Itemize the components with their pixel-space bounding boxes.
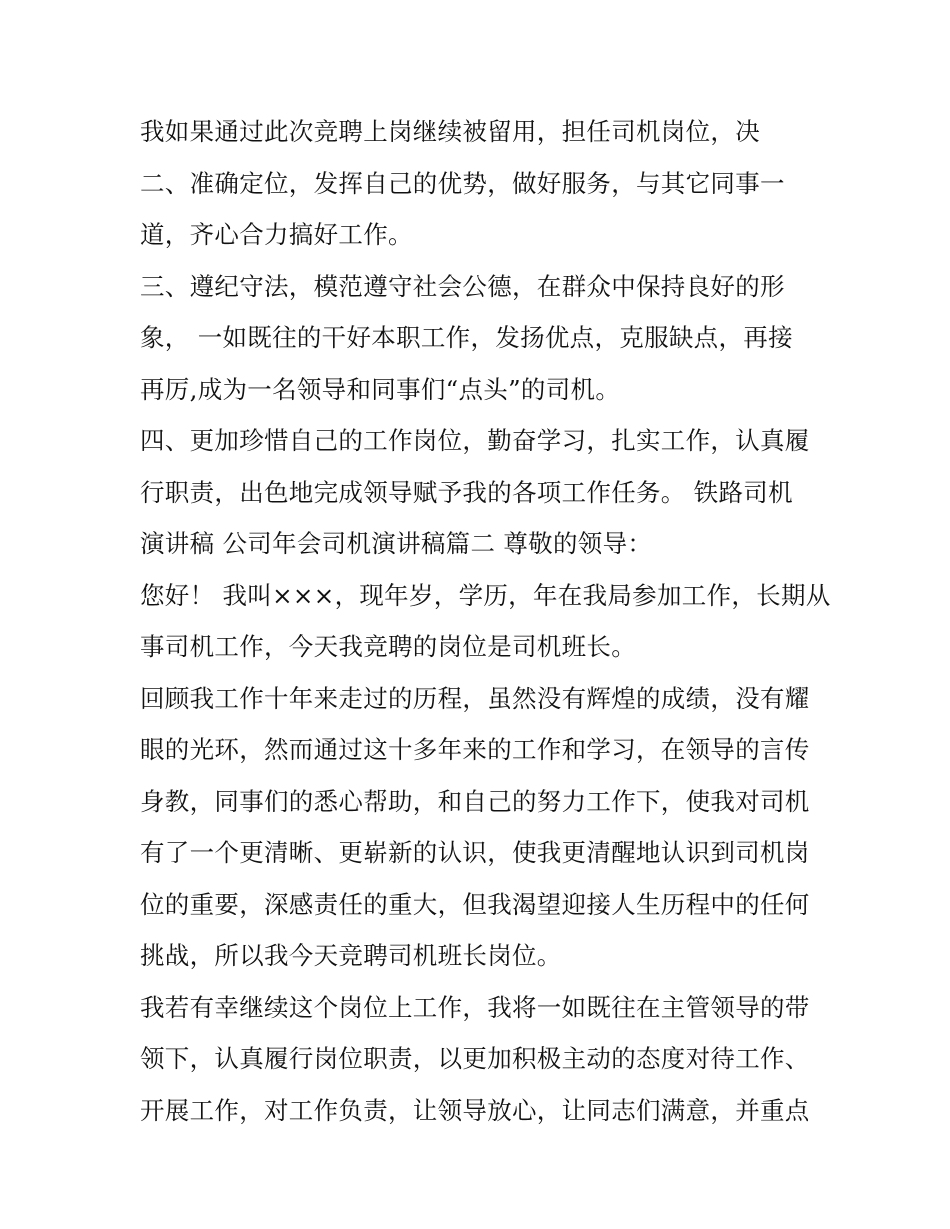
text-line: 我若有幸继续这个岗位上工作，我将一如既往在主管领导的带: [140, 992, 810, 1022]
text-line: 开展工作，对工作负责，让领导放心，让同志们满意，并重点: [140, 1095, 810, 1125]
text-line: 行职责，出色地完成领导赋予我的各项工作任务。 铁路司机: [140, 477, 793, 507]
text-line: 道，齐心合力搞好工作。: [140, 220, 413, 249]
text-line: 眼的光环，然而通过这十多年来的工作和学习，在领导的言传: [140, 735, 810, 764]
text-line: 位的重要，深感责任的重大，但我渴望迎接人生历程中的任何: [140, 889, 810, 919]
text-line: 再厉,成为一名领导和同事们“点头”的司机。: [140, 374, 621, 404]
text-line: 三、遵纪守法，模范遵守社会公德，在群众中保持良好的形: [140, 271, 785, 301]
text-line: 有了一个更清晰、更崭新的认识，使我更清醒地认识到司机岗: [140, 838, 810, 867]
text-line: 演讲稿 公司年会司机演讲稿篇二 尊敬的领导：: [140, 529, 653, 558]
text-line: 事司机工作，今天我竞聘的岗位是司机班长。: [140, 632, 636, 661]
document-body: [140, 106, 831, 1136]
text-line: 四、更加珍惜自己的工作岗位，勤奋学习，扎实工作，认真履: [140, 426, 810, 455]
text-line: 您好！ 我叫×××，现年岁，学历，年在我局参加工作，长期从: [140, 580, 831, 610]
text-line: 身教，同事们的悉心帮助，和自己的努力工作下，使我对司机: [140, 786, 810, 816]
text-line: 象， 一如既往的干好本职工作，发扬优点，克服缺点，再接: [140, 323, 793, 352]
text-line: 领下，认真履行岗位职责，以更加积极主动的态度对待工作、: [140, 1044, 810, 1073]
text-line: 我如果通过此次竞聘上岗继续被留用，担任司机岗位，决: [140, 117, 760, 146]
text-line: 回顾我工作十年来走过的历程，虽然没有辉煌的成绩，没有耀: [140, 683, 810, 713]
text-line: 二、准确定位，发挥自己的优势，做好服务，与其它同事一: [140, 168, 785, 198]
text-line: 挑战，所以我今天竞聘司机班长岗位。: [140, 941, 562, 970]
